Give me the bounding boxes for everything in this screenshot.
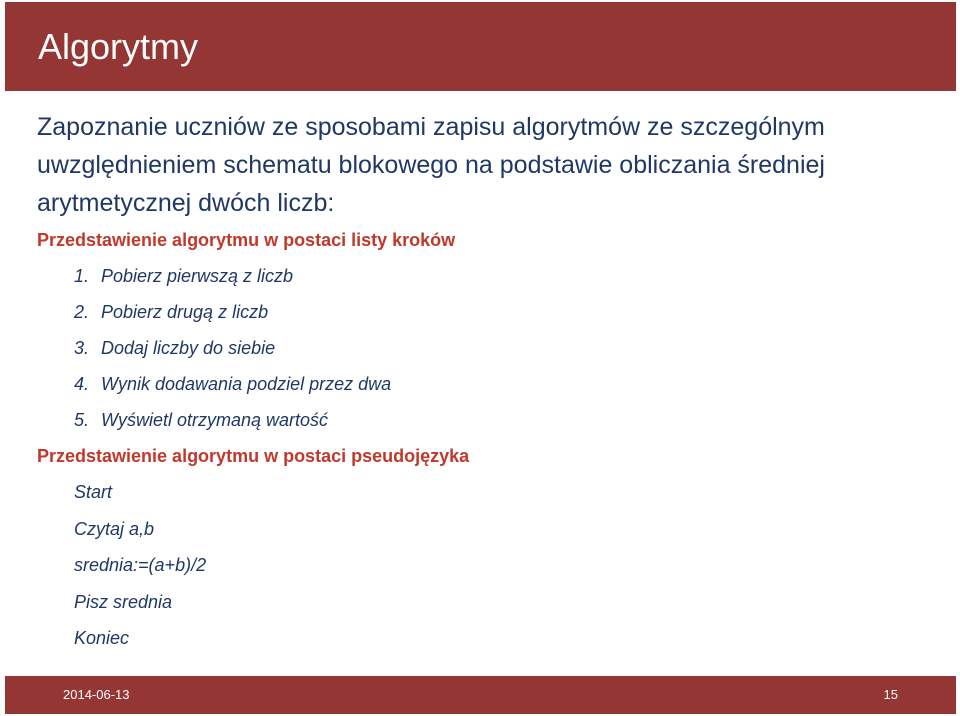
- slide-content: [37, 108, 937, 657]
- step-item: [74, 294, 937, 330]
- title-bar: [5, 2, 956, 91]
- step-text: Dodaj liczby do siebie: [101, 338, 276, 358]
- slide-title: Algorytmy: [38, 26, 199, 67]
- step-number: 5.: [74, 410, 90, 430]
- intro-paragraph: Zapoznanie uczniów ze sposobami zapisu algorytmów ze szczególnym uwzględnieniem schematu blokowego na podstawie obliczania średniej arytmetycznej dwóch liczb:: [37, 113, 825, 217]
- footer-date: 2014-06-13: [63, 687, 130, 702]
- step-item: [74, 366, 937, 402]
- pseudocode-line: Start: [74, 482, 113, 502]
- pseudocode-list: [37, 474, 937, 657]
- step-item: [74, 402, 937, 438]
- step-text: Wyświetl otrzymaną wartość: [101, 410, 329, 430]
- page-number: 15: [883, 687, 898, 702]
- step-number: 4.: [74, 374, 90, 394]
- pseudocode-heading: Przedstawienie algorytmu w postaci pseudojęzyka: [37, 446, 470, 466]
- pseudocode-line: Pisz srednia: [74, 591, 173, 612]
- step-number: 2.: [74, 302, 90, 322]
- step-number: 3.: [74, 338, 90, 358]
- footer-bar: [5, 676, 956, 714]
- step-item: [74, 258, 937, 294]
- step-text: Wynik dodawania podziel przez dwa: [101, 374, 392, 394]
- step-item: [74, 330, 937, 366]
- pseudocode-line: Koniec: [74, 628, 130, 648]
- pseudocode-line: Czytaj a,b: [74, 518, 155, 539]
- steps-heading: Przedstawienie algorytmu w postaci listy kroków: [37, 230, 456, 250]
- steps-list: [37, 258, 937, 438]
- step-number: 1.: [74, 266, 90, 286]
- step-text: Pobierz pierwszą z liczb: [101, 266, 294, 286]
- step-text: Pobierz drugą z liczb: [101, 302, 269, 322]
- pseudocode-line: srednia:=(a+b)/2: [74, 555, 207, 575]
